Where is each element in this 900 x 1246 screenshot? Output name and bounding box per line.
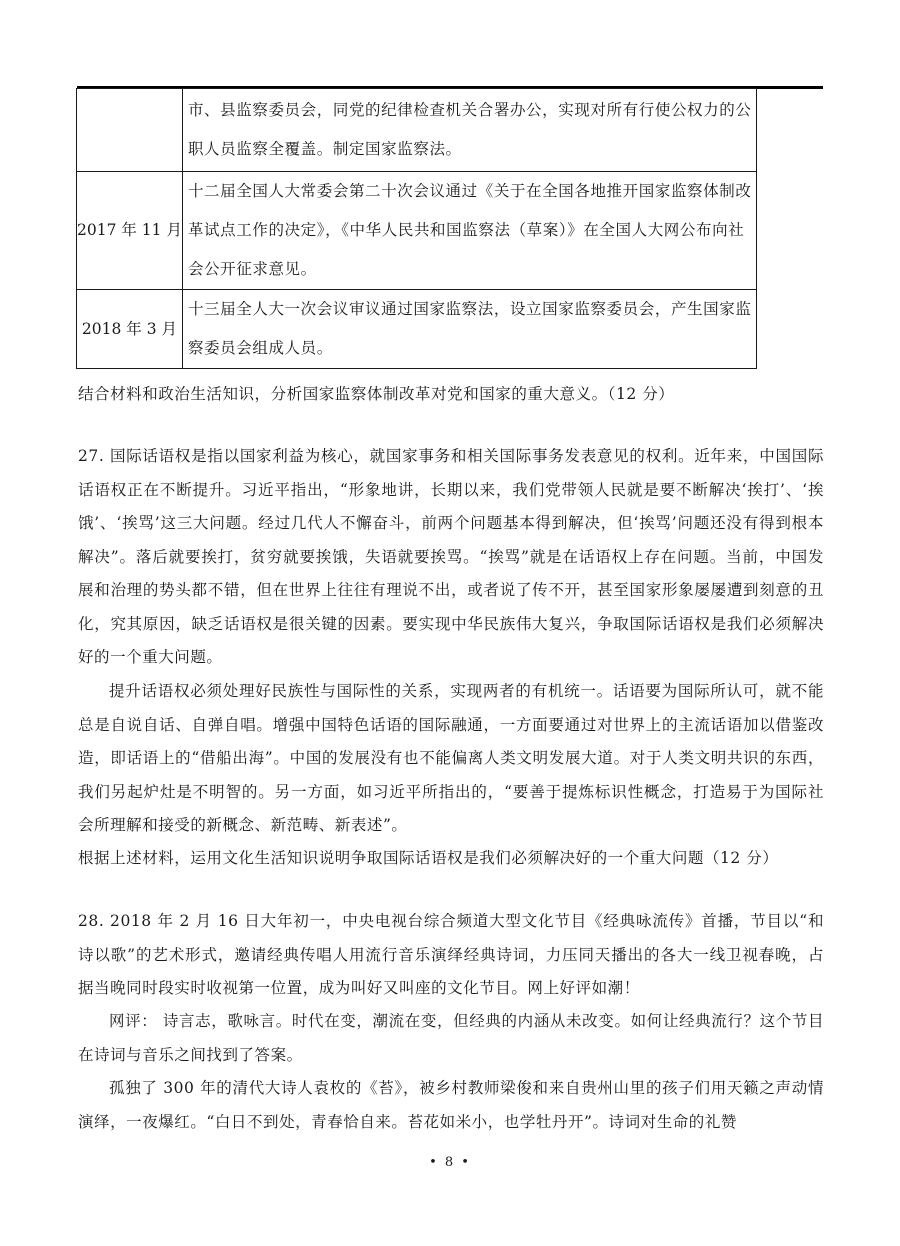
question-28-paragraph-2: 网评： 诗言志，歌咏言。时代在变，潮流在变，但经典的内涵从未改变。如何让经典流行？这个节目在诗词与音乐之间找到了答案。 <box>78 1012 824 1064</box>
reform-timeline-table <box>76 88 757 369</box>
table-cell-date: 2018 年 3 月 <box>77 290 183 369</box>
table-cell-event: 市、县监察委员会，同党的纪律检查机关合署办公，实现对所有行使公权力的公职人员监察全覆盖。制定国家监察法。 <box>182 89 756 172</box>
question-28-paragraph-3: 孤独了 300 年的清代大诗人袁枚的《苔》，被乡村教师梁俊和来自贵州山里的孩子们用天籁之声动情演绎，一夜爆红。“白日不到处，青春恰自来。苔花如米小，也学牡丹开”。诗词对生命的礼赞 <box>78 1079 824 1131</box>
table-cell-event: 十三届全人大一次会议审议通过国家监察法，设立国家监察委员会，产生国家监察委员会组成人员。 <box>182 290 756 369</box>
table-row <box>77 172 757 290</box>
table-cell-event: 十二届全国人大常委会第二十次会议通过《关于在全国各地推开国家监察体制改革试点工作的决定》，《中华人民共和国监察法（草案）》在全国人大网公布向社会公开征求意见。 <box>182 172 756 290</box>
question-27-paragraph-1: 27. 国际话语权是指以国家利益为核心，就国家事务和相关国际事务发表意见的权利。近年来，中国国际话语权正在不断提升。习近平指出，“形象地讲，长期以来，我们党带领人民就是要不断解决‘挨打’、‘挨饿’、‘挨骂’这三大问题。经过几代人不懈奋斗，前两个问题基本得到解决，但‘挨骂’问题还没有得到根本解决”。落后就要挨打，贫穷就要挨饿，失语就要挨骂。“挨骂”就是在话语权上存在问题。当前，中国发展和治理的势头都不错，但在世界上往往有理说不出，或者说了传不开，甚至国家形象屡屡遭到刻意的丑化，究其原因，缺乏话语权是很关键的因素。要实现中华民族伟大复兴，争取国际话语权是我们必须解决好的一个重大问题。 <box>78 447 824 666</box>
question-27-prompt: 根据上述材料，运用文化生活知识说明争取国际话语权是我们必须解决好的一个重大问题（12 分） <box>78 849 779 867</box>
question-27-paragraph-2: 提升话语权必须处理好民族性与国际性的关系，实现两者的有机统一。话语要为国际所认可，就不能总是自说自话、自弹自唱。增强中国特色话语的国际融通，一方面要通过对世界上的主流话语加以借鉴改造，即话语上的“借船出海”。中国的发展没有也不能偏离人类文明发展大道。对于人类文明共识的东西，我们另起炉灶是不明智的。另一方面，如习近平所指出的，“要善于提炼标识性概念，打造易于为国际社会所理解和接受的新概念、新范畴、新表述”。 <box>78 682 824 834</box>
page-number: • 8 • <box>429 1155 471 1170</box>
question-28-paragraph-1: 28. 2018 年 2 月 16 日大年初一，中央电视台综合频道大型文化节目《经典咏流传》首播，节目以“和诗以歌”的艺术形式，邀请经典传唱人用流行音乐演绎经典诗词，力压同天播出的各大一线卫视春晚，占据当晚同时段实时收视第一位置，成为叫好又叫座的文化节目。网上好评如潮！ <box>78 912 824 997</box>
table-cell-date: 2017 年 11 月 <box>77 172 183 290</box>
table-cell-date <box>77 89 183 172</box>
question-26-prompt: 结合材料和政治生活知识，分析国家监察体制改革对党和国家的重大意义。（12 分） <box>78 385 675 403</box>
table-row <box>77 290 757 369</box>
table-row <box>77 89 757 172</box>
